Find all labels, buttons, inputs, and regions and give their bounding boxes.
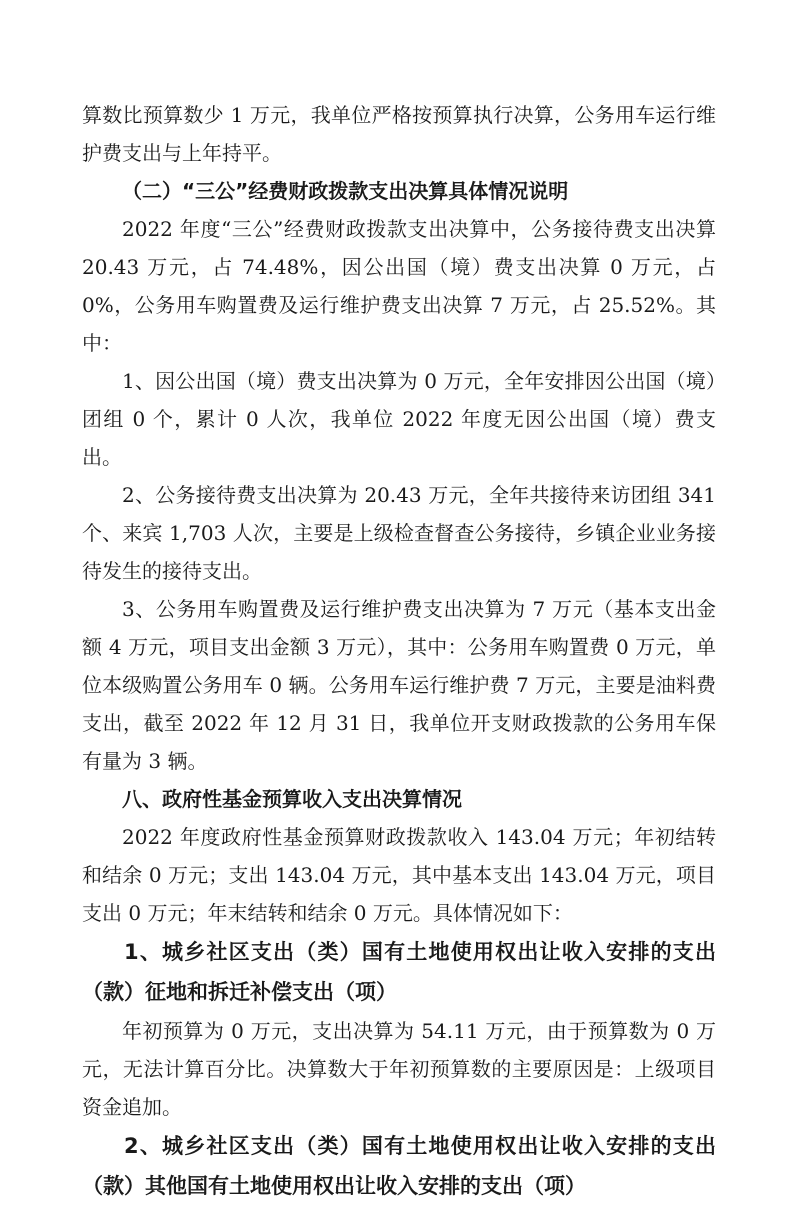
document-body [82, 96, 716, 1206]
paragraph-gov-fund-summary: 2022 年度政府性基金预算财政拨款收入 143.04 万元；年初结转和结余 0 万元；支出 143.04 万元，其中基本支出 143.04 万元，项目支出 0 万元；年末结转和结余 0 万元。具体情况如下： [82, 825, 716, 925]
subheading-item-1: 1、城乡社区支出（类）国有土地使用权出让收入安排的支出（款）征地和拆迁补偿支出（项） [82, 940, 716, 1004]
subheading-item-2: 2、城乡社区支出（类）国有土地使用权出让收入安排的支出（款）其他国有土地使用权出让收入安排的支出（项） [82, 1134, 716, 1198]
section-heading-sangong-detail: （二）“三公”经费财政拨款支出决算具体情况说明 [122, 179, 569, 203]
paragraph-abroad-expense: 1、因公出国（境）费支出决算为 0 万元，全年安排因公出国（境）团组 0 个，累计 0 人次，我单位 2022 年度无因公出国（境）费支出。 [82, 369, 716, 469]
paragraph-sangong-summary: 2022 年度“三公”经费财政拨款支出决算中，公务接待费支出决算 20.43 万元，占 74.48%，因公出国（境）费支出决算 0 万元，占 0%，公务用车购置费及运行维护费支出决算 7 万元，占 25.52%。其中： [82, 217, 716, 355]
paragraph-reception-expense: 2、公务接待费支出决算为 20.43 万元，全年共接待来访团组 341 个、来宾 1,703 人次，主要是上级检查督查公务接待，乡镇企业业务接待发生的接待支出。 [82, 483, 716, 583]
section-heading-gov-fund: 八、政府性基金预算收入支出决算情况 [122, 787, 462, 811]
paragraph-continuation: 算数比预算数少 1 万元，我单位严格按预算执行决算，公务用车运行维护费支出与上年持平。 [82, 103, 716, 165]
paragraph-item-1: 年初预算为 0 万元，支出决算为 54.11 万元，由于预算数为 0 万元，无法计算百分比。决算数大于年初预算数的主要原因是：上级项目资金追加。 [82, 1019, 716, 1119]
paragraph-vehicle-expense: 3、公务用车购置费及运行维护费支出决算为 7 万元（基本支出金额 4 万元，项目支出金额 3 万元），其中：公务用车购置费 0 万元，单位本级购置公务用车 0 辆。公务用车运行维护费 7 万元，主要是油料费支出，截至 2022 年 12 月 31 日，我单位开支财政拨款的公务用车保有量为 3 辆。 [82, 597, 716, 773]
